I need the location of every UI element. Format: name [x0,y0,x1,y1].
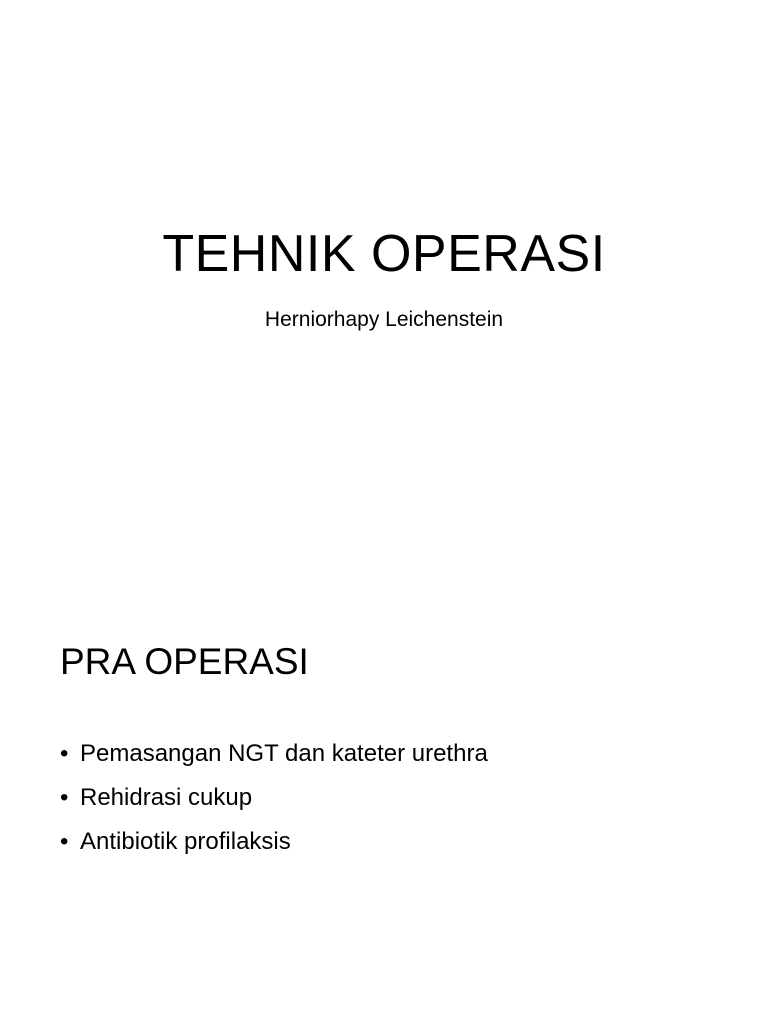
list-item [60,820,488,864]
content-slide [0,512,768,1024]
list-item-text: Antibiotik profilaksis [80,828,291,855]
list-item-text: Rehidrasi cukup [80,784,253,811]
list-item-text: Pemasangan NGT dan kateter urethra [80,740,488,767]
bullet-list [60,732,488,864]
bullet-icon: • [60,784,69,811]
bullet-icon: • [60,740,69,767]
bullet-icon: • [60,828,69,855]
slide-subtitle: Herniorhapy Leichenstein [264,308,504,331]
list-item [60,732,488,776]
section-heading: PRA OPERASI [60,641,309,682]
list-item [60,776,488,820]
slide-title: TEHNIK OPERASI [162,225,606,283]
